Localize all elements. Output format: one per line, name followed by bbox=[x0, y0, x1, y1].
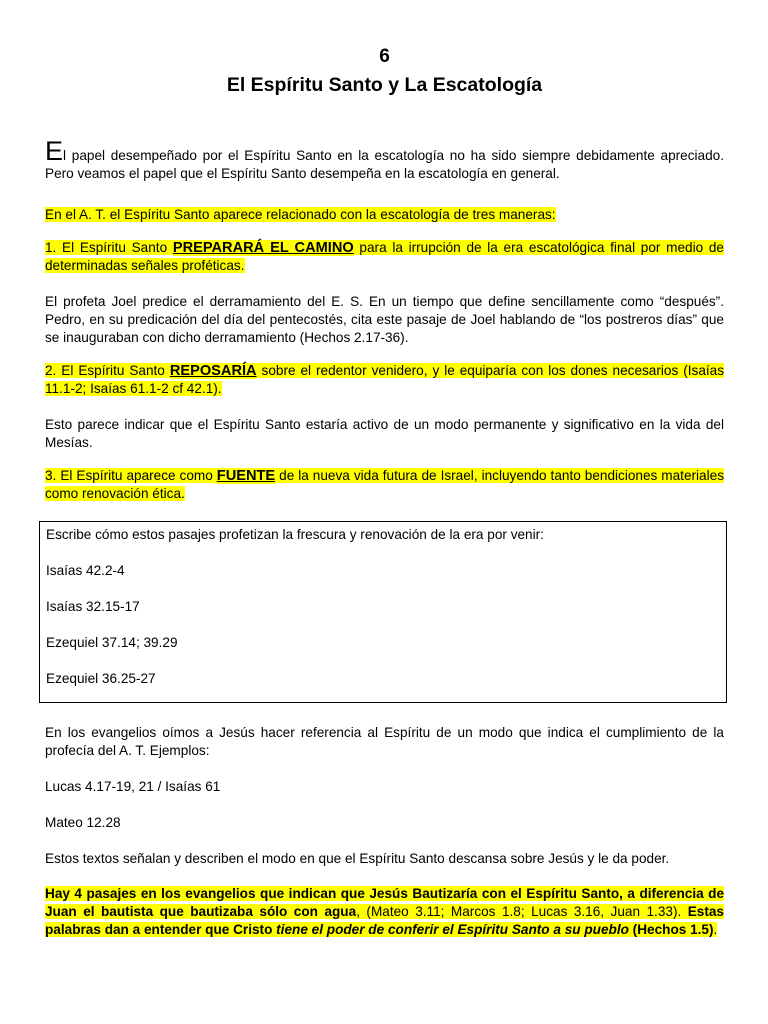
final-bold-2: Estas palabras dan a entender que Cristo bbox=[45, 904, 724, 937]
point-2-post: sobre el redentor venidero, y le equiparía con los dones necesarios (Isaías 11.1-2; Isaías 61.1-2 cf 42.1). bbox=[45, 363, 725, 396]
intro-paragraph bbox=[45, 136, 724, 183]
final-normal-1: , (Mateo 3.11; Marcos 1.8; Lucas 3.16, Juan 1.33). bbox=[356, 904, 688, 919]
exercise-box bbox=[39, 521, 727, 703]
final-bold-3: (Hechos 1.5) bbox=[628, 922, 714, 937]
mesias-paragraph: Esto parece indicar que el Espíritu Santo estaría activo de un modo permanente y significativo en la vida del Mesías. bbox=[45, 417, 724, 450]
point-3-key: FUENTE bbox=[216, 468, 276, 484]
point-3-pre: 3. El Espíritu aparece como bbox=[45, 468, 217, 483]
final-italic: tiene el poder de conferir el Espíritu Santo a su pueblo bbox=[276, 922, 629, 937]
joel-paragraph: El profeta Joel predice el derramamiento del E. S. En un tiempo que define sencillamente como “después”. Pedro, en su predicación del día del pentecostés, cita este pasaje de Joel hablando de “los postreros días” que se inauguraban con dicho derramamiento (Hechos 2.17-36). bbox=[45, 294, 724, 345]
example-item: Lucas 4.17-19, 21 / Isaías 61 bbox=[45, 779, 221, 794]
final-paragraph bbox=[45, 885, 724, 939]
drop-cap: E bbox=[45, 136, 64, 166]
at-heading-text: En el A. T. el Espíritu Santo aparece relacionado con la escatología de tres maneras: bbox=[45, 207, 556, 222]
point-1-post: para la irrupción de la era escatológica final por medio de determinadas señales proféticas. bbox=[45, 240, 724, 273]
final-bold-1: Hay 4 pasajes en los evangelios que indican que Jesús Bautizaría con el Espíritu Santo, a diferencia de Juan el bautista que bautizaba sólo con agua bbox=[45, 886, 724, 919]
final-end: . bbox=[713, 922, 718, 937]
point-1-pre: 1. El Espíritu Santo bbox=[45, 240, 173, 255]
chapter-number: 6 bbox=[379, 46, 390, 67]
point-2-key: REPOSARÍA bbox=[169, 363, 257, 379]
intro-text: l papel desempeñado por el Espíritu Santo en la escatología no ha sido siempre debidamente apreciado. Pero veamos el papel que el Espíritu Santo desempeña en la escatología en general. bbox=[45, 148, 724, 181]
exercise-ref: Ezequiel 37.14; 39.29 bbox=[46, 635, 178, 650]
chapter-title: El Espíritu Santo y La Escatología bbox=[226, 74, 543, 96]
point-1 bbox=[45, 239, 724, 275]
exercise-prompt: Escribe cómo estos pasajes profetizan la frescura y renovación de la era por venir: bbox=[46, 527, 544, 542]
at-heading bbox=[45, 206, 724, 224]
power-paragraph: Estos textos señalan y describen el modo en que el Espíritu Santo descansa sobre Jesús y le da poder. bbox=[45, 851, 670, 866]
exercise-ref: Isaías 32.15-17 bbox=[46, 599, 140, 614]
gospels-paragraph: En los evangelios oímos a Jesús hacer referencia al Espíritu de un modo que indica el cumplimiento de la profecía del A. T. Ejemplos: bbox=[45, 725, 724, 758]
point-1-key: PREPARARÁ EL CAMINO bbox=[172, 240, 354, 256]
point-3 bbox=[45, 467, 724, 503]
exercise-ref: Ezequiel 36.25-27 bbox=[46, 671, 156, 686]
point-2-pre: 2. El Espíritu Santo bbox=[45, 363, 170, 378]
exercise-ref: Isaías 42.2-4 bbox=[46, 563, 125, 578]
point-3-post: de la nueva vida futura de Israel, incluyendo tanto bendiciones materiales como renovación ética. bbox=[45, 468, 724, 501]
point-2 bbox=[45, 362, 724, 398]
example-item: Mateo 12.28 bbox=[45, 815, 121, 830]
